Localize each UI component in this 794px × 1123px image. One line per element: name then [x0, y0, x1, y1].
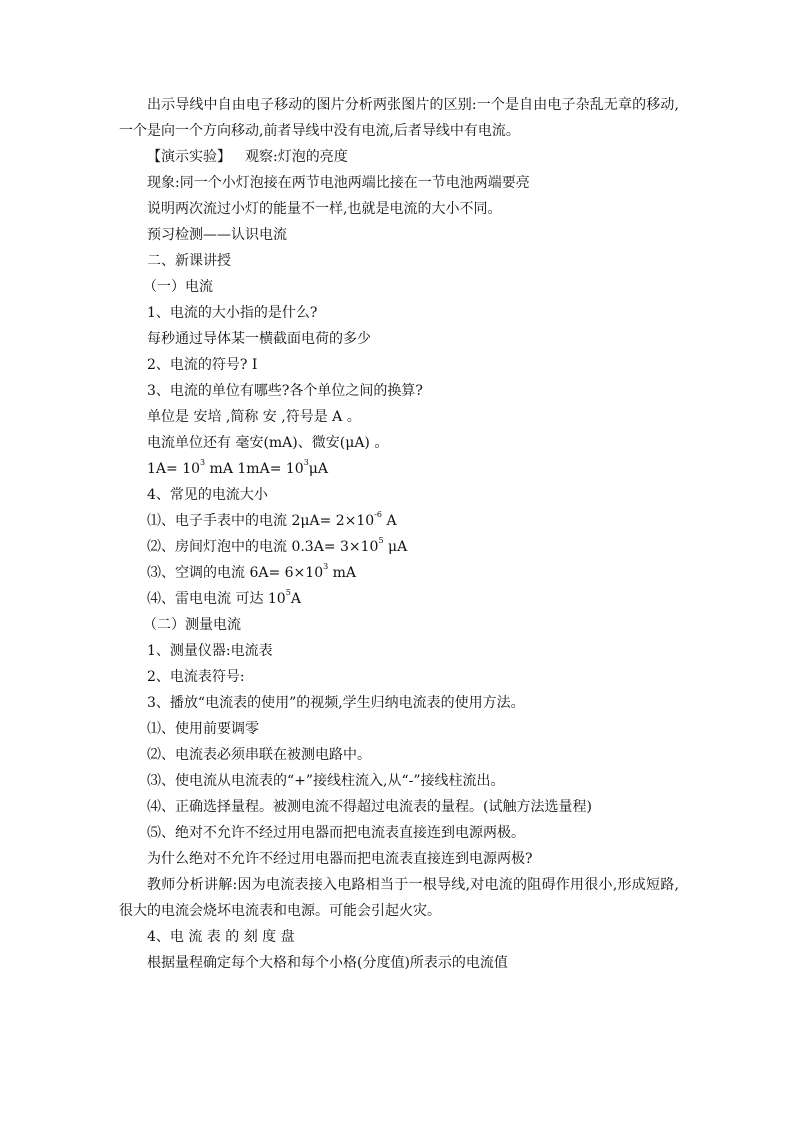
- example-lightning: [119, 586, 679, 612]
- document-body: [119, 92, 679, 976]
- demo-heading: 【演示实验】: [147, 149, 231, 165]
- unit-definition: 单位是 安培 ,简称 安 ,符号是 A 。: [147, 409, 361, 425]
- question-2: 2、电流的符号? I: [147, 357, 258, 373]
- paragraph-explain: 说明两次流过小灯的能量不一样,也就是电流的大小不同。: [147, 201, 502, 217]
- example-ac-unit: mA: [328, 565, 357, 581]
- example-lightning-unit: A: [290, 591, 301, 607]
- unit-conversion: [119, 456, 679, 482]
- demo-observe: 观察:灯泡的亮度: [245, 149, 348, 165]
- rule-5: ⑸、绝对不允许不经过用电器而把电流表直接连到电源两极。: [147, 825, 525, 841]
- paragraph-preview: 预习检测——认识电流: [147, 227, 287, 243]
- dial-heading: 4、电 流 表 的 刻 度 盘: [147, 929, 295, 945]
- example-watch-unit: A: [382, 513, 397, 529]
- video-instruction: 3、播放“电流表的使用”的视频,学生归纳电流表的使用方法。: [147, 695, 525, 711]
- conversion-exponent-2: 3: [303, 458, 309, 468]
- other-units: 电流单位还有 毫安(mA)、微安(μA) 。: [147, 435, 389, 451]
- question-4: 4、常见的电流大小: [147, 487, 268, 503]
- example-lightning-exponent: 5: [285, 588, 291, 598]
- conversion-text-b: mA 1mA= 10: [205, 461, 304, 477]
- subsection-heading-measure: （二）测量电流: [143, 617, 241, 633]
- question-1: 1、电流的大小指的是什么?: [147, 305, 318, 321]
- example-watch-text: ⑴、电子手表中的电流 2μA= 2×10: [147, 513, 375, 529]
- teacher-explanation: 教师分析讲解:因为电流表接入电路相当于一根导线,对电流的阻碍作用很小,形成短路,很大的电流会烧坏电流表和电源。可能会引起火灾。: [119, 877, 679, 919]
- paragraph-phenomenon: 现象:同一个小灯泡接在两节电池两端比接在一节电池两端要亮: [147, 175, 530, 191]
- question-why: 为什么绝对不允许不经过用电器而把电流表直接连到电源两极?: [147, 851, 533, 867]
- paragraph-intro: 出示导线中自由电子移动的图片分析两张图片的区别:一个是自由电子杂乱无章的移动,一个是向一个方向移动,前者导线中没有电流,后者导线中有电流。: [119, 97, 679, 139]
- dial-explanation: 根据量程确定每个大格和每个小格(分度值)所表示的电流值: [147, 955, 508, 971]
- rule-3: ⑶、使电流从电流表的“+”接线柱流入,从“-”接线柱流出。: [147, 773, 505, 789]
- ammeter-symbol: 2、电流表符号:: [147, 669, 245, 685]
- example-watch-exponent: -6: [374, 510, 382, 520]
- conversion-text-c: μA: [308, 461, 328, 477]
- example-bulb-text: ⑵、房间灯泡中的电流 0.3A= 3×10: [147, 539, 379, 555]
- rule-2: ⑵、电流表必须串联在被测电路中。: [147, 747, 371, 763]
- conversion-exponent-1: 3: [200, 458, 206, 468]
- example-bulb-unit: μA: [383, 539, 408, 555]
- section-heading-new-lesson: 二、新课讲授: [147, 253, 231, 269]
- rule-4: ⑷、正确选择量程。被测电流不得超过电流表的量程。(试触方法选量程): [147, 799, 592, 815]
- example-ac-exponent: 3: [323, 562, 329, 572]
- answer-1: 每秒通过导体某一横截面电荷的多少: [147, 331, 371, 347]
- rule-1: ⑴、使用前要调零: [147, 721, 259, 737]
- question-3: 3、电流的单位有哪些?各个单位之间的换算?: [147, 383, 423, 399]
- conversion-text-a: 1A= 10: [147, 461, 201, 477]
- measure-instrument: 1、测量仪器:电流表: [147, 643, 273, 659]
- example-lightning-text: ⑷、雷电电流 可达 10: [147, 591, 286, 607]
- example-bulb: [119, 534, 679, 560]
- paragraph-demo: [119, 144, 679, 170]
- example-ac-text: ⑶、空调的电流 6A= 6×10: [147, 565, 324, 581]
- example-ac: [119, 560, 679, 586]
- example-bulb-exponent: 5: [378, 536, 384, 546]
- example-watch: [119, 508, 679, 534]
- subsection-heading-current: （一）电流: [143, 279, 213, 295]
